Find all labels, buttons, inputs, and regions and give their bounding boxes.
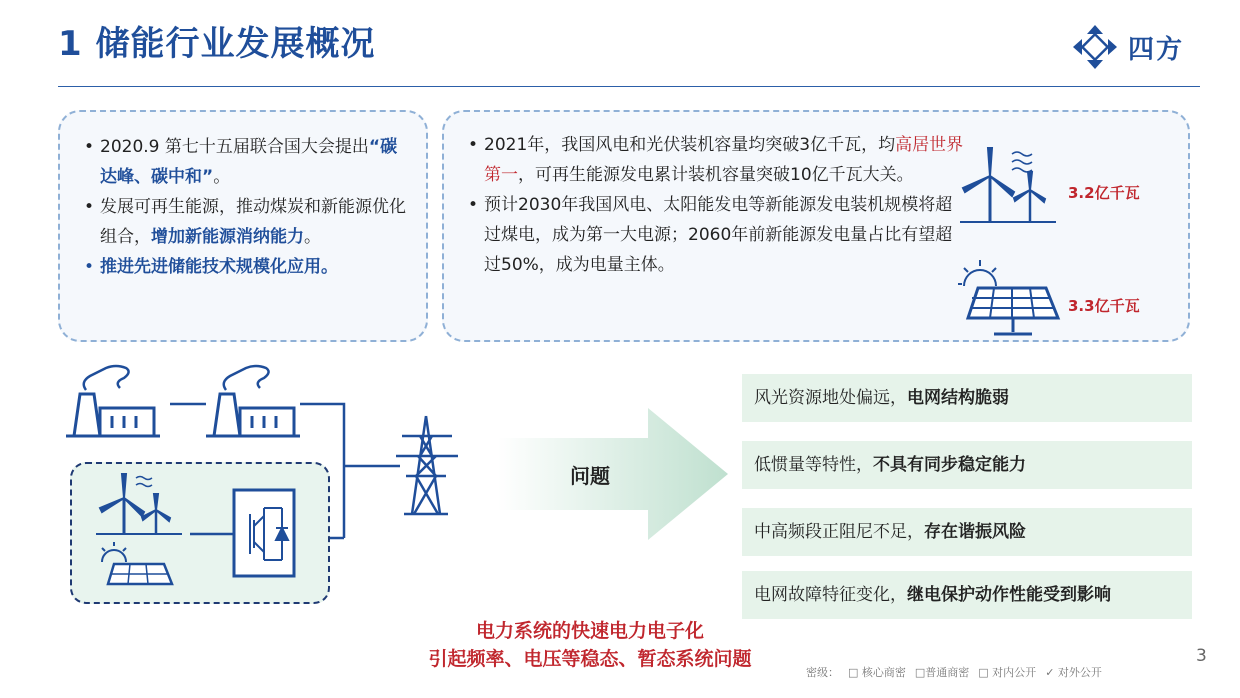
conclusion-line: 电力系统的快速电力电子化	[475, 620, 704, 642]
sifang-logo-icon	[1070, 22, 1120, 72]
policy-box	[58, 110, 428, 342]
issue-item	[742, 508, 1192, 556]
issue-item	[742, 374, 1192, 422]
issue-bold: 继电保护动作性能受到影响	[907, 585, 1111, 605]
converter-icon	[188, 484, 308, 584]
page-number: 3	[1196, 646, 1207, 666]
issue-bold: 存在谐振风险	[924, 522, 1026, 542]
capacity-list	[466, 130, 966, 280]
arrow-label: 问题	[570, 464, 610, 488]
classification-bar	[806, 664, 1111, 680]
policy-text: 发展可再生能源，推动煤炭和新能源优化组合，	[100, 197, 406, 247]
capacity-item	[466, 190, 966, 280]
capacity-text: 预计2030年我国风电、太阳能发电等新能源发电装机规模将超过煤电，成为第一大电源；2060年前新能源发电量占比有望超过50%，成为电量主体。	[484, 195, 953, 275]
classification-option: ✓ 对外公开	[1045, 666, 1102, 679]
issue-text: 低惯量等特性，	[754, 455, 873, 475]
issue-bold: 电网结构脆弱	[907, 388, 1009, 408]
policy-list	[82, 132, 412, 282]
policy-text: 。	[321, 257, 338, 277]
company-logo	[1070, 22, 1184, 72]
capacity-highlight: 高居世界第一	[484, 135, 964, 185]
policy-text: 。	[213, 167, 231, 187]
classification-label: 密级：	[806, 666, 839, 679]
solar-capacity-value: 3.3亿千瓦	[1068, 297, 1140, 315]
policy-emphasis: “碳达峰、碳中和”	[100, 137, 398, 187]
issue-text: 风光资源地处偏远，	[754, 388, 907, 408]
arrow-shape	[498, 408, 730, 540]
classification-option: □ 对内公开	[978, 666, 1037, 679]
page-title: 1 储能行业发展概况	[58, 24, 376, 64]
thermal-plant-icon	[66, 366, 160, 436]
transmission-tower-icon	[396, 416, 458, 514]
wind-turbine-icon	[958, 142, 1058, 224]
capacity-item	[466, 130, 966, 190]
policy-text: 。	[304, 227, 321, 247]
policy-text: 2020.9 第七十五届联合国大会提出	[100, 137, 369, 157]
renewable-cluster-icon	[92, 468, 192, 594]
wind-capacity-value: 3.2亿千瓦	[1068, 184, 1140, 202]
policy-emphasis: 推进先进储能技术规模化应用	[100, 257, 321, 277]
policy-item	[82, 252, 412, 282]
conclusion-line: 引起频率、电压等稳态、暂态系统问题	[428, 648, 752, 670]
capacity-text: ，可再生能源发电累计装机容量突破10亿千瓦大关。	[518, 165, 914, 185]
logo-text: 四方	[1128, 34, 1185, 65]
issue-bold: 不具有同步稳定能力	[873, 455, 1026, 475]
policy-emphasis: 增加新能源消纳能力	[151, 227, 304, 247]
policy-item	[82, 132, 412, 192]
issue-item	[742, 441, 1192, 489]
thermal-plant-icon	[206, 366, 300, 436]
classification-option: □ 核心商密	[848, 666, 906, 679]
issue-text: 中高频段正阻尼不足，	[754, 522, 924, 542]
capacity-text: 2021年，我国风电和光伏装机容量均突破3亿千瓦，均	[484, 135, 896, 155]
solar-panel-icon	[956, 256, 1064, 338]
policy-item	[82, 192, 412, 252]
classification-option: □普通商密	[914, 666, 970, 679]
header-divider	[58, 86, 1200, 87]
issue-text: 电网故障特征变化，	[754, 585, 907, 605]
issue-item	[742, 571, 1192, 619]
